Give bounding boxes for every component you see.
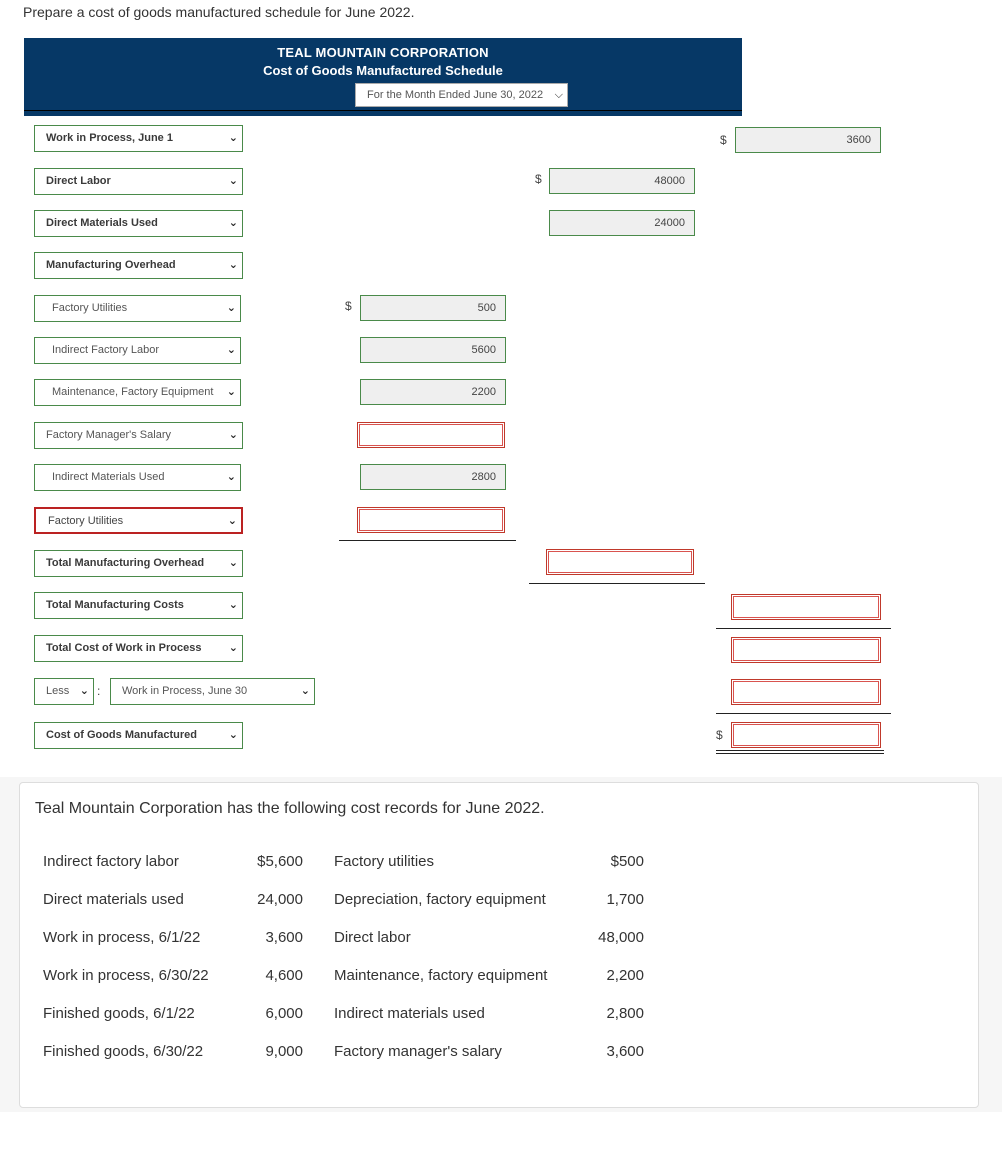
record-value: $5,600 <box>257 853 303 870</box>
cost-records-panel <box>19 782 979 1108</box>
row-select-maintenance[interactable] <box>34 379 241 406</box>
row-select-label: Factory Utilities <box>48 515 124 527</box>
row-select-label: Total Cost of Work in Process <box>46 642 202 654</box>
row-select-direct-labor[interactable] <box>34 168 243 195</box>
input-factory-utilities[interactable]: 500 <box>360 295 506 321</box>
row-select-indirect-labor[interactable] <box>34 337 241 364</box>
less-select-value: Less <box>46 685 70 697</box>
record-label: Factory utilities <box>334 853 435 870</box>
subtotal-rule <box>529 583 705 584</box>
record-value: 4,600 <box>265 967 303 984</box>
total-rule-bottom <box>716 753 884 754</box>
schedule-title: Cost of Goods Manufactured Schedule <box>263 63 503 78</box>
row-select-label: Indirect Materials Used <box>52 471 165 483</box>
record-label: Direct materials used <box>43 891 184 908</box>
record-value: 24,000 <box>257 891 303 908</box>
chevron-down-icon: ⌄ <box>226 386 236 398</box>
row-select-label: Direct Labor <box>46 175 111 187</box>
chevron-down-icon: ⌄ <box>228 557 238 569</box>
dollar-sign: $ <box>720 133 727 147</box>
input-direct-materials[interactable]: 24000 <box>549 210 695 236</box>
row-select-wip-june30[interactable] <box>110 678 315 705</box>
row-select-total-mfg-costs[interactable] <box>34 592 243 619</box>
record-value: 3,600 <box>265 929 303 946</box>
row-select-label: Indirect Factory Labor <box>52 344 159 356</box>
records-intro: Teal Mountain Corporation has the following cost records for June 2022. <box>35 800 545 817</box>
row-select-cogm[interactable] <box>34 722 243 749</box>
record-label: Finished goods, 6/30/22 <box>43 1043 204 1060</box>
record-label: Finished goods, 6/1/22 <box>43 1005 195 1022</box>
input-indirect-labor[interactable]: 5600 <box>360 337 506 363</box>
chevron-down-icon: ⌄ <box>228 132 238 144</box>
row-select-wip-june1[interactable] <box>34 125 243 152</box>
dollar-sign: $ <box>716 728 723 742</box>
record-value: $500 <box>610 853 644 870</box>
chevron-down-icon: ⌄ <box>228 259 238 271</box>
chevron-down-icon: ⌄ <box>228 729 238 741</box>
row-select-direct-materials[interactable] <box>34 210 243 237</box>
record-value: 6,000 <box>265 1005 303 1022</box>
chevron-down-icon: ⌄ <box>228 599 238 611</box>
row-select-label: Factory Utilities <box>52 302 128 314</box>
row-select-total-overhead[interactable] <box>34 550 243 577</box>
row-select-label: Cost of Goods Manufactured <box>46 729 197 741</box>
row-select-label: Work in Process, June 1 <box>46 132 173 144</box>
chevron-down-icon: ⌄ <box>226 471 236 483</box>
record-label: Factory manager's salary <box>334 1043 502 1060</box>
input-maintenance[interactable]: 2200 <box>360 379 506 405</box>
row-select-total-cost-wip[interactable] <box>34 635 243 662</box>
dollar-sign: $ <box>345 299 352 313</box>
input-total-cost-wip[interactable] <box>731 637 881 663</box>
chevron-down-icon: ⌄ <box>228 642 238 654</box>
chevron-down-icon: ⌄ <box>300 685 310 697</box>
row-select-manager-salary[interactable] <box>34 422 243 449</box>
input-direct-labor[interactable]: 48000 <box>549 168 695 194</box>
row-select-mfg-overhead[interactable] <box>34 252 243 279</box>
instruction-text: Prepare a cost of goods manufactured schedule for June 2022. <box>23 4 415 20</box>
subtotal-rule <box>716 713 891 714</box>
record-label: Work in process, 6/30/22 <box>43 967 209 984</box>
input-manager-salary[interactable] <box>357 422 505 448</box>
period-select[interactable] <box>355 83 568 107</box>
less-select[interactable] <box>34 678 94 705</box>
record-label: Indirect materials used <box>334 1005 485 1022</box>
chevron-down-icon: ⌄ <box>228 175 238 187</box>
row-select-label: Maintenance, Factory Equipment <box>52 386 214 398</box>
row-select-factory-utilities[interactable] <box>34 295 241 322</box>
colon-separator: : <box>97 684 101 698</box>
row-select-label: Total Manufacturing Costs <box>46 599 184 611</box>
input-cogm[interactable] <box>731 722 881 748</box>
input-wip-june30[interactable] <box>731 679 881 705</box>
row-select-label: Manufacturing Overhead <box>46 259 176 271</box>
subtotal-rule <box>716 628 891 629</box>
chevron-down-icon: ⌄ <box>226 344 236 356</box>
record-value: 1,700 <box>606 891 644 908</box>
chevron-down-icon: ⌵ <box>554 89 563 101</box>
input-factory-utilities-2[interactable] <box>357 507 505 533</box>
record-label: Maintenance, factory equipment <box>334 967 548 984</box>
total-rule-top <box>716 750 884 751</box>
record-label: Direct labor <box>334 929 411 946</box>
chevron-down-icon: ⌄ <box>227 515 237 527</box>
header-divider <box>24 110 742 111</box>
record-value: 2,800 <box>606 1005 644 1022</box>
company-name: TEAL MOUNTAIN CORPORATION <box>277 45 489 60</box>
row-select-label: Total Manufacturing Overhead <box>46 557 205 569</box>
record-label: Indirect factory labor <box>43 853 179 870</box>
row-select-factory-utilities-2[interactable] <box>34 507 243 534</box>
record-label: Depreciation, factory equipment <box>334 891 546 908</box>
chevron-down-icon: ⌄ <box>228 429 238 441</box>
row-select-label: Work in Process, June 30 <box>122 685 248 697</box>
row-select-label: Direct Materials Used <box>46 217 158 229</box>
row-select-label: Factory Manager's Salary <box>46 429 171 441</box>
record-value: 3,600 <box>606 1043 644 1060</box>
chevron-down-icon: ⌄ <box>228 217 238 229</box>
chevron-down-icon: ⌄ <box>79 685 89 697</box>
input-indirect-materials[interactable]: 2800 <box>360 464 506 490</box>
input-total-mfg-costs[interactable] <box>731 594 881 620</box>
row-select-indirect-materials[interactable] <box>34 464 241 491</box>
record-label: Work in process, 6/1/22 <box>43 929 201 946</box>
record-value: 48,000 <box>598 929 644 946</box>
record-value: 2,200 <box>606 967 644 984</box>
chevron-down-icon: ⌄ <box>226 302 236 314</box>
dollar-sign: $ <box>535 172 542 186</box>
subtotal-rule <box>339 540 516 541</box>
input-wip-june1[interactable]: 3600 <box>735 127 881 153</box>
record-value: 9,000 <box>265 1043 303 1060</box>
period-select-value: For the Month Ended June 30, 2022 <box>367 89 544 101</box>
input-total-overhead[interactable] <box>546 549 694 575</box>
